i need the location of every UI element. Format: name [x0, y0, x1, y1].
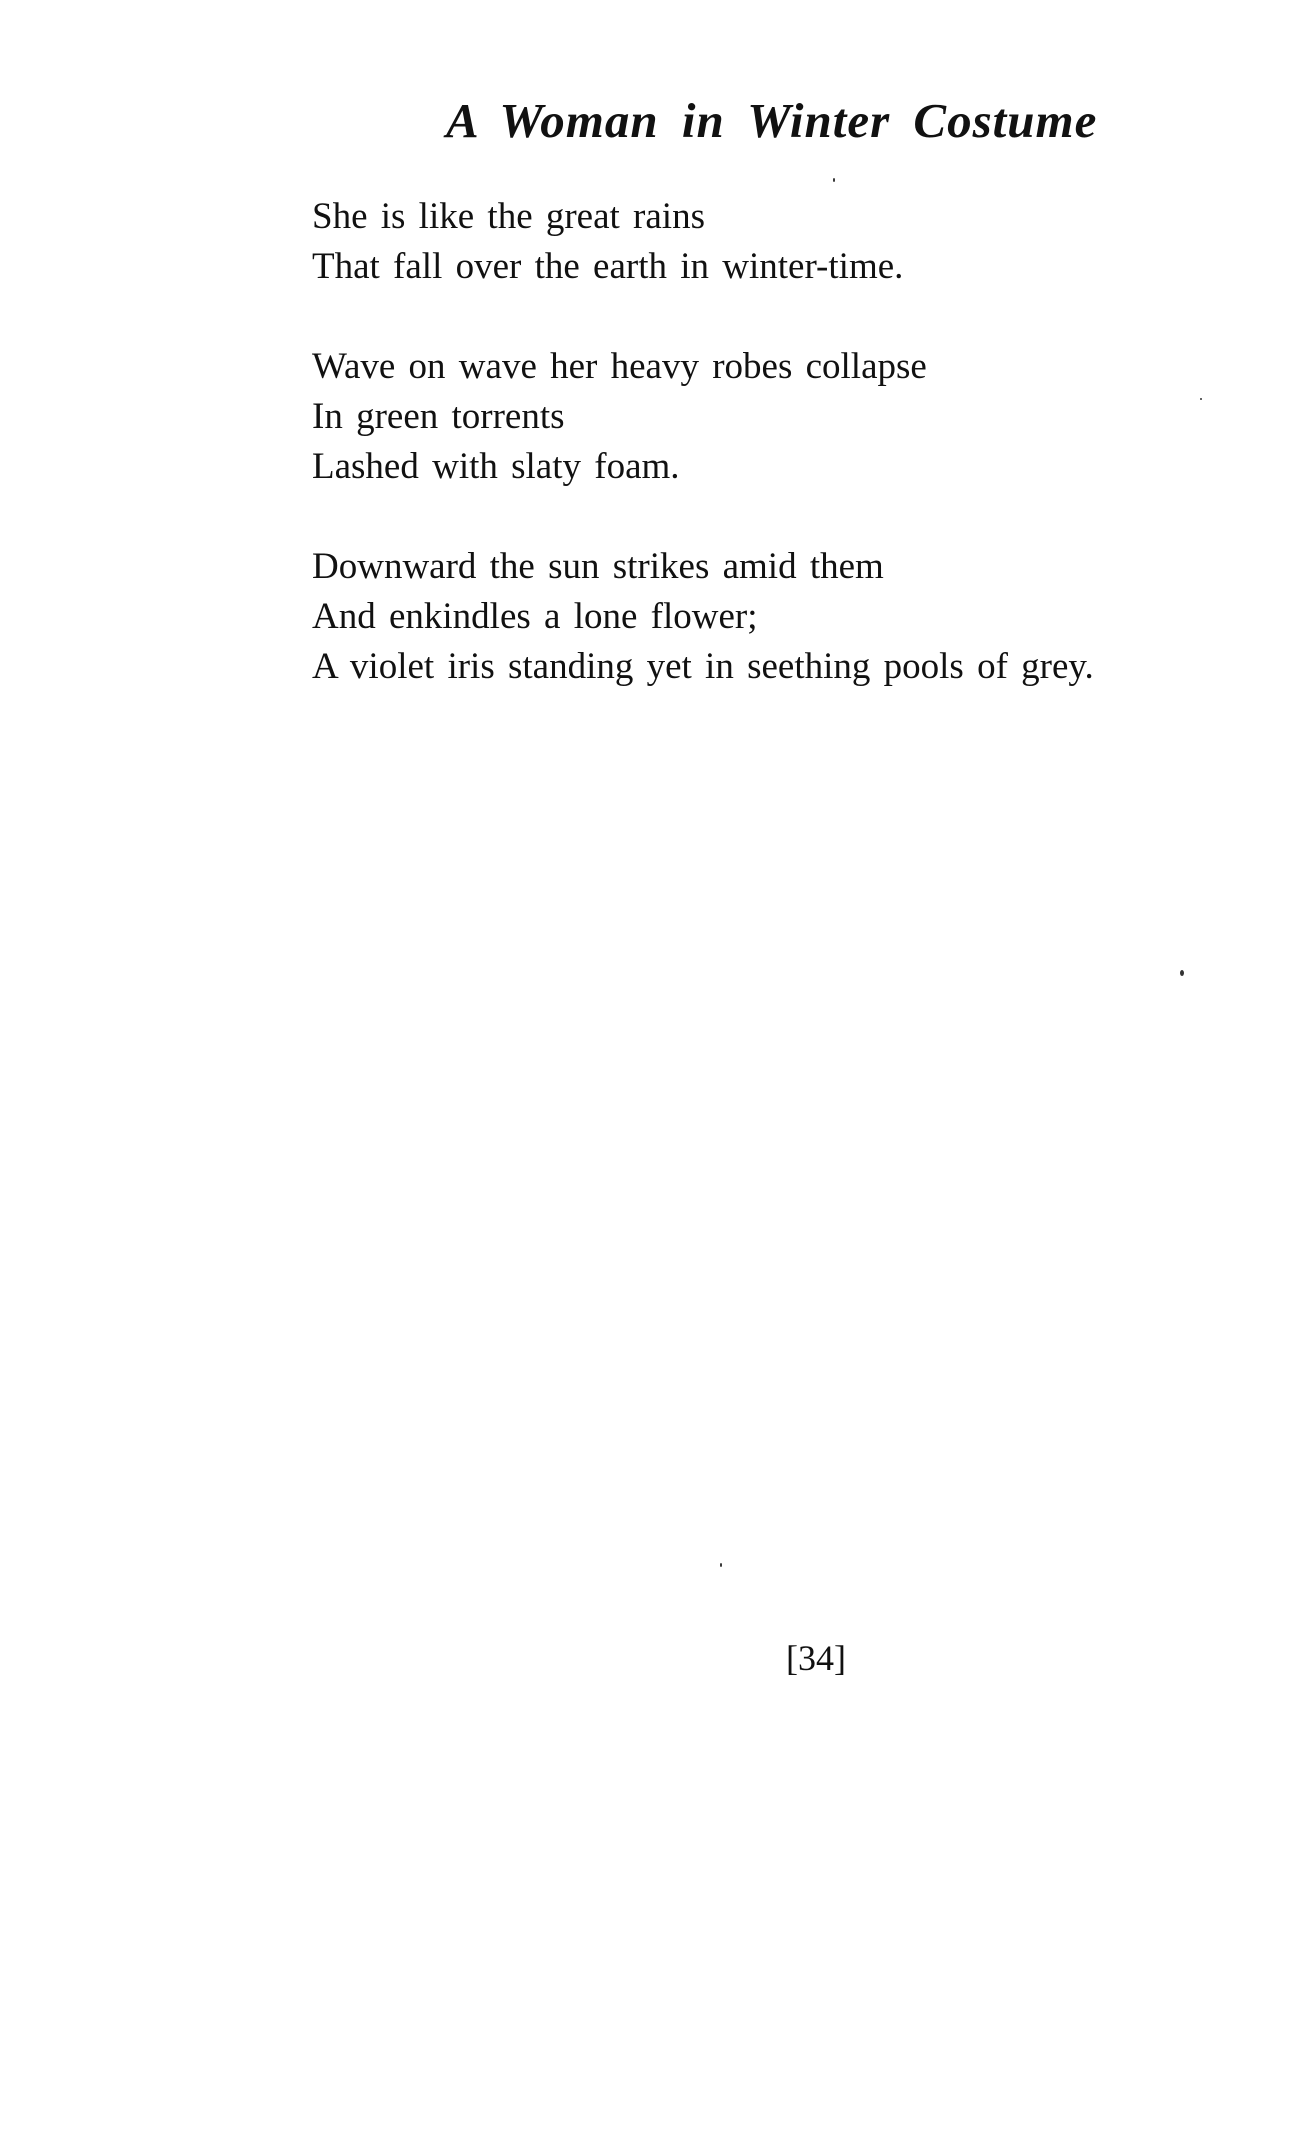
- poem-line: A violet iris standing yet in seething pools of grey.: [312, 646, 1094, 687]
- poem-line: That fall over the earth in winter-time.: [312, 246, 904, 287]
- page-number: [34]: [786, 1638, 846, 1678]
- poem-line: In green torrents: [312, 396, 565, 437]
- poem-line: And enkindles a lone flower;: [312, 596, 758, 637]
- poem-line: Wave on wave her heavy robes collapse: [312, 346, 927, 387]
- scan-speck: [1200, 398, 1202, 400]
- scan-speck: [833, 178, 835, 182]
- poem-line: She is like the great rains: [312, 196, 705, 237]
- scan-speck: [720, 1563, 722, 1567]
- scan-speck: [1180, 970, 1184, 976]
- poem-line: Lashed with slaty foam.: [312, 446, 680, 487]
- poem-line: Downward the sun strikes amid them: [312, 546, 884, 587]
- poem-title: A Woman in Winter Costume: [446, 93, 1098, 148]
